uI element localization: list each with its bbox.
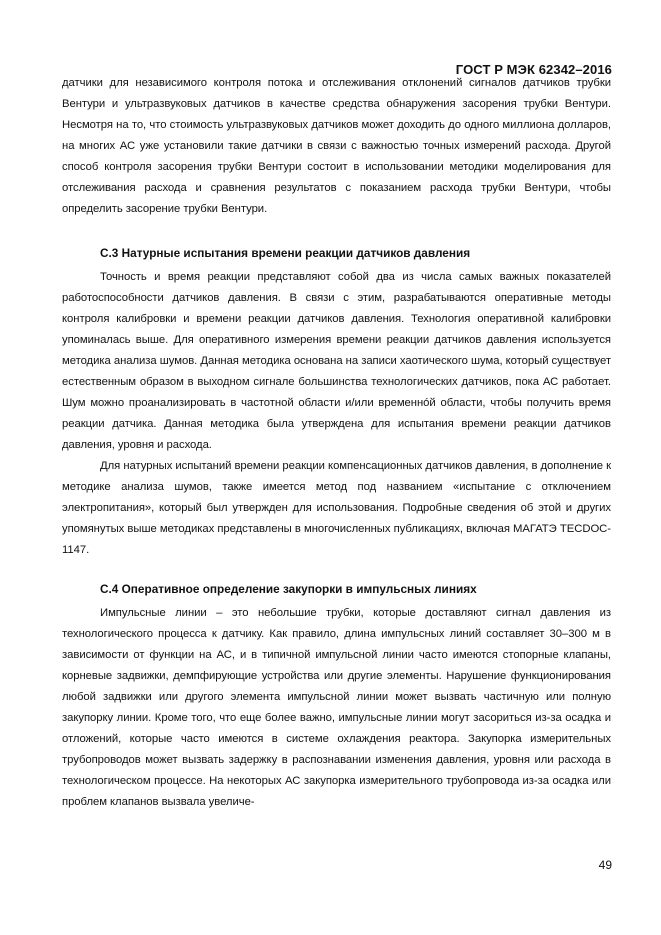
standard-designation: ГОСТ Р МЭК 62342–2016 [455,62,612,77]
section-c3-heading: С.3 Натурные испытания времени реакции датчиков давления [100,246,471,260]
paragraph-c4-1: Импульсные линии – это небольшие трубки, которые доставляют сигнал давления из технологического процесса к датчику. Как правило, длина импульсных линий составляет 30–300 м в зависимости от функции на АС, и в типичной импульсной линии часто имеются стопорные клапаны, корневые задвижки, демпфирующие устройства или другие элементы. Нарушение функционирования любой задвижки или другого элемента импульсной линии может вызвать частичную или полную закупорку линии. Кроме того, что еще более важно, импульсные линии могут засориться из-за осадка и отложений, которые часто имеются в системе охлаждения реактора. Закупорка измерительных трубопроводов может вызвать задержку в распознавании изменения давления, уровня или расхода в технологическом процессе. На некоторых АС закупорка измерительного трубопровода из-за осадка или проблем клапанов вызвала увеличе- [62,607,611,808]
section-c4-heading: С.4 Оперативное определение закупорки в импульсных линиях [100,582,477,596]
page-number: 49 [598,858,612,872]
paragraph-c3-1: Точность и время реакции представляют собой два из числа самых важных показателей работоспособности датчиков давления. В связи с этим, разрабатываются оперативные методы контроля калибровки и времени реакции датчиков давления. Технология оперативной калибровки упоминалась выше. Для оперативного измерения времени реакции датчиков давления используется методика анализа шумов. Данная методика основана на записи хаотического шума, который существует естественным образом в выходном сигнале большинства технологических датчиков, пока АС работает. Шум можно проанализировать в частотной области и/или временнóй области, чтобы получить время реакции датчика. Данная методика была утверждена для испытания времени реакции датчиков давления, уровня и расхода. [62,271,611,451]
paragraph-c3-2: Для натурных испытаний времени реакции компенсационных датчиков давления, в дополнение к методике анализа шумов, также имеется метод под названием «испытание с отключением электропитания», который был утвержден для использования. Подробные сведения об этой и других упомянутых выше методиках представлены в многочисленных публикациях, включая МАГАТЭ TECDOC-1147. [62,460,611,556]
paragraph-intro: датчики для независимого контроля потока и отслеживания отклонений сигналов датчиков трубки Вентури и ультразвуковых датчиков в качестве средства обнаружения засорения трубки Вентури. Несмотря на то, что стоимость ультразвуковых датчиков может доходить до одного миллиона долларов, на многих АС уже установили такие датчики в связи с важностью точных измерений расхода. Другой способ контроля засорения трубки Вентури состоит в использовании методики моделирования для отслеживания расхода и сравнения результатов с показанием расхода трубки Вентури, чтобы определить засорение трубки Вентури. [62,77,611,215]
